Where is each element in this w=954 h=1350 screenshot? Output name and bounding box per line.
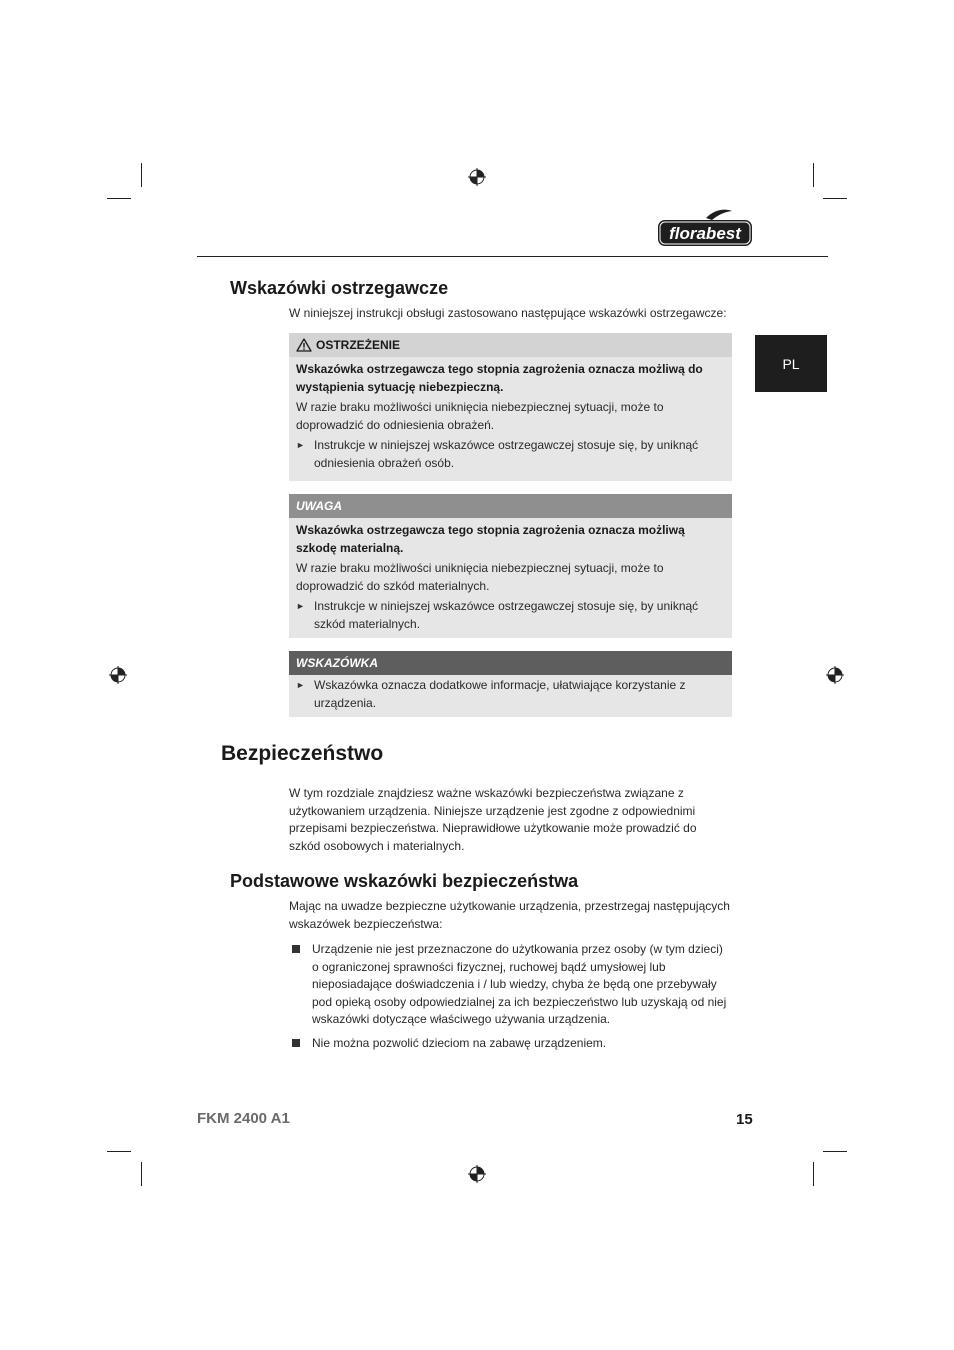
footer-model: FKM 2400 A1 [197, 1110, 290, 1127]
list-item [292, 941, 732, 1029]
arrow-bullet-icon: ► [296, 440, 305, 450]
warning-box-lead: Wskazówka ostrzegawcza tego stopnia zagrożenia oznacza możliwą do wystąpienia sytuację niebezpieczną. [296, 362, 703, 394]
basic-safety-intro: Mając na uwadze bezpieczne użytkowanie urządzenia, przestrzegaj następujących wskazówek bezpieczeństwa: [289, 899, 730, 931]
registration-mark-icon [826, 666, 844, 684]
florabest-logo [656, 208, 754, 248]
caution-box-body [289, 518, 732, 639]
warning-box-instruction: Instrukcje w niniejszej wskazówce ostrzegawczej stosuje się, by uniknąć odniesienia obrażeń osób. [314, 438, 699, 470]
crop-mark [107, 198, 131, 199]
caution-box-lead: Wskazówka ostrzegawcza tego stopnia zagrożenia oznacza możliwą szkodę materialną. [296, 523, 685, 555]
warning-box-text: W razie braku możliwości uniknięcia niebezpiecznej sytuacji, może to doprowadzić do odniesienia obrażeń. [296, 400, 664, 432]
language-tab: PL [755, 335, 827, 392]
square-bullet-icon [292, 941, 312, 1029]
crop-mark [813, 163, 814, 187]
page-number: 15 [736, 1111, 753, 1128]
caution-box-label: UWAGA [296, 499, 342, 513]
svg-text:florabest: florabest [669, 224, 741, 243]
list-item [296, 598, 722, 633]
crop-mark [141, 163, 142, 187]
registration-mark-icon [468, 1165, 486, 1183]
crop-mark [823, 198, 847, 199]
subsection-title-basic-safety: Podstawowe wskazówki bezpieczeństwa [230, 871, 579, 891]
warning-box [289, 333, 732, 481]
note-box-label: WSKAZÓWKA [296, 656, 378, 670]
crop-mark [813, 1162, 814, 1186]
caution-box-text: W razie braku możliwości uniknięcia niebezpiecznej sytuacji, może to doprowadzić do szkód materialnych. [296, 561, 664, 593]
warning-box-label: OSTRZEŻENIE [316, 338, 401, 352]
caution-box-instruction: Instrukcje w niniejszej wskazówce ostrzegawczej stosuje się, by uniknąć szkód materialnych. [314, 599, 699, 631]
crop-mark [107, 1151, 131, 1152]
list-item [296, 677, 722, 712]
list-item [296, 437, 722, 472]
header-rule [197, 256, 828, 257]
warnings-intro: W niniejszej instrukcji obsługi zastosowano następujące wskazówki ostrzegawcze: [289, 306, 727, 320]
note-box [289, 651, 732, 717]
note-box-body [289, 675, 732, 718]
section-title-safety: Bezpieczeństwo [221, 742, 384, 765]
arrow-bullet-icon: ► [296, 680, 305, 690]
list-item [292, 1035, 732, 1053]
caution-box [289, 494, 732, 638]
safety-item-text: Urządzenie nie jest przeznaczone do użytkowania przez osoby (w tym dzieci) o ograniczonej sprawności fizycznej, ruchowej bądź umysłowej lub nieposiadające doświadczenia i / lub wiedzy, chyba że będą one przebywały pod opieką osoby odpowiedzialnej za ich bezpieczeństwo lub uzyskają od niej wskazówki dotyczące właściwego używania urządzenia. [312, 942, 727, 1026]
warning-box-body [289, 357, 732, 478]
square-bullet-icon [292, 1035, 312, 1053]
warning-box-header [289, 333, 732, 357]
safety-item-text: Nie można pozwolić dzieciom na zabawę urządzeniem. [312, 1036, 607, 1050]
crop-mark [823, 1151, 847, 1152]
caution-box-header [289, 494, 732, 518]
note-box-instruction: Wskazówka oznacza dodatkowe informacje, ułatwiające korzystanie z urządzenia. [314, 678, 686, 710]
note-box-header [289, 651, 732, 675]
safety-intro: W tym rozdziale znajdziesz ważne wskazówki bezpieczeństwa związane z użytkowaniem urządzenia. Niniejsze urządzenie jest zgodne z odpowiednimi przepisami bezpieczeństwa. Nieprawidłowe użytkowanie może prowadzić do szkód osobowych i materialnych. [289, 786, 697, 853]
crop-mark [141, 1162, 142, 1186]
registration-mark-icon [109, 666, 127, 684]
warning-triangle-icon [296, 338, 312, 352]
arrow-bullet-icon: ► [296, 601, 305, 611]
registration-mark-icon [468, 168, 486, 186]
section-title-warnings: Wskazówki ostrzegawcze [230, 278, 449, 298]
